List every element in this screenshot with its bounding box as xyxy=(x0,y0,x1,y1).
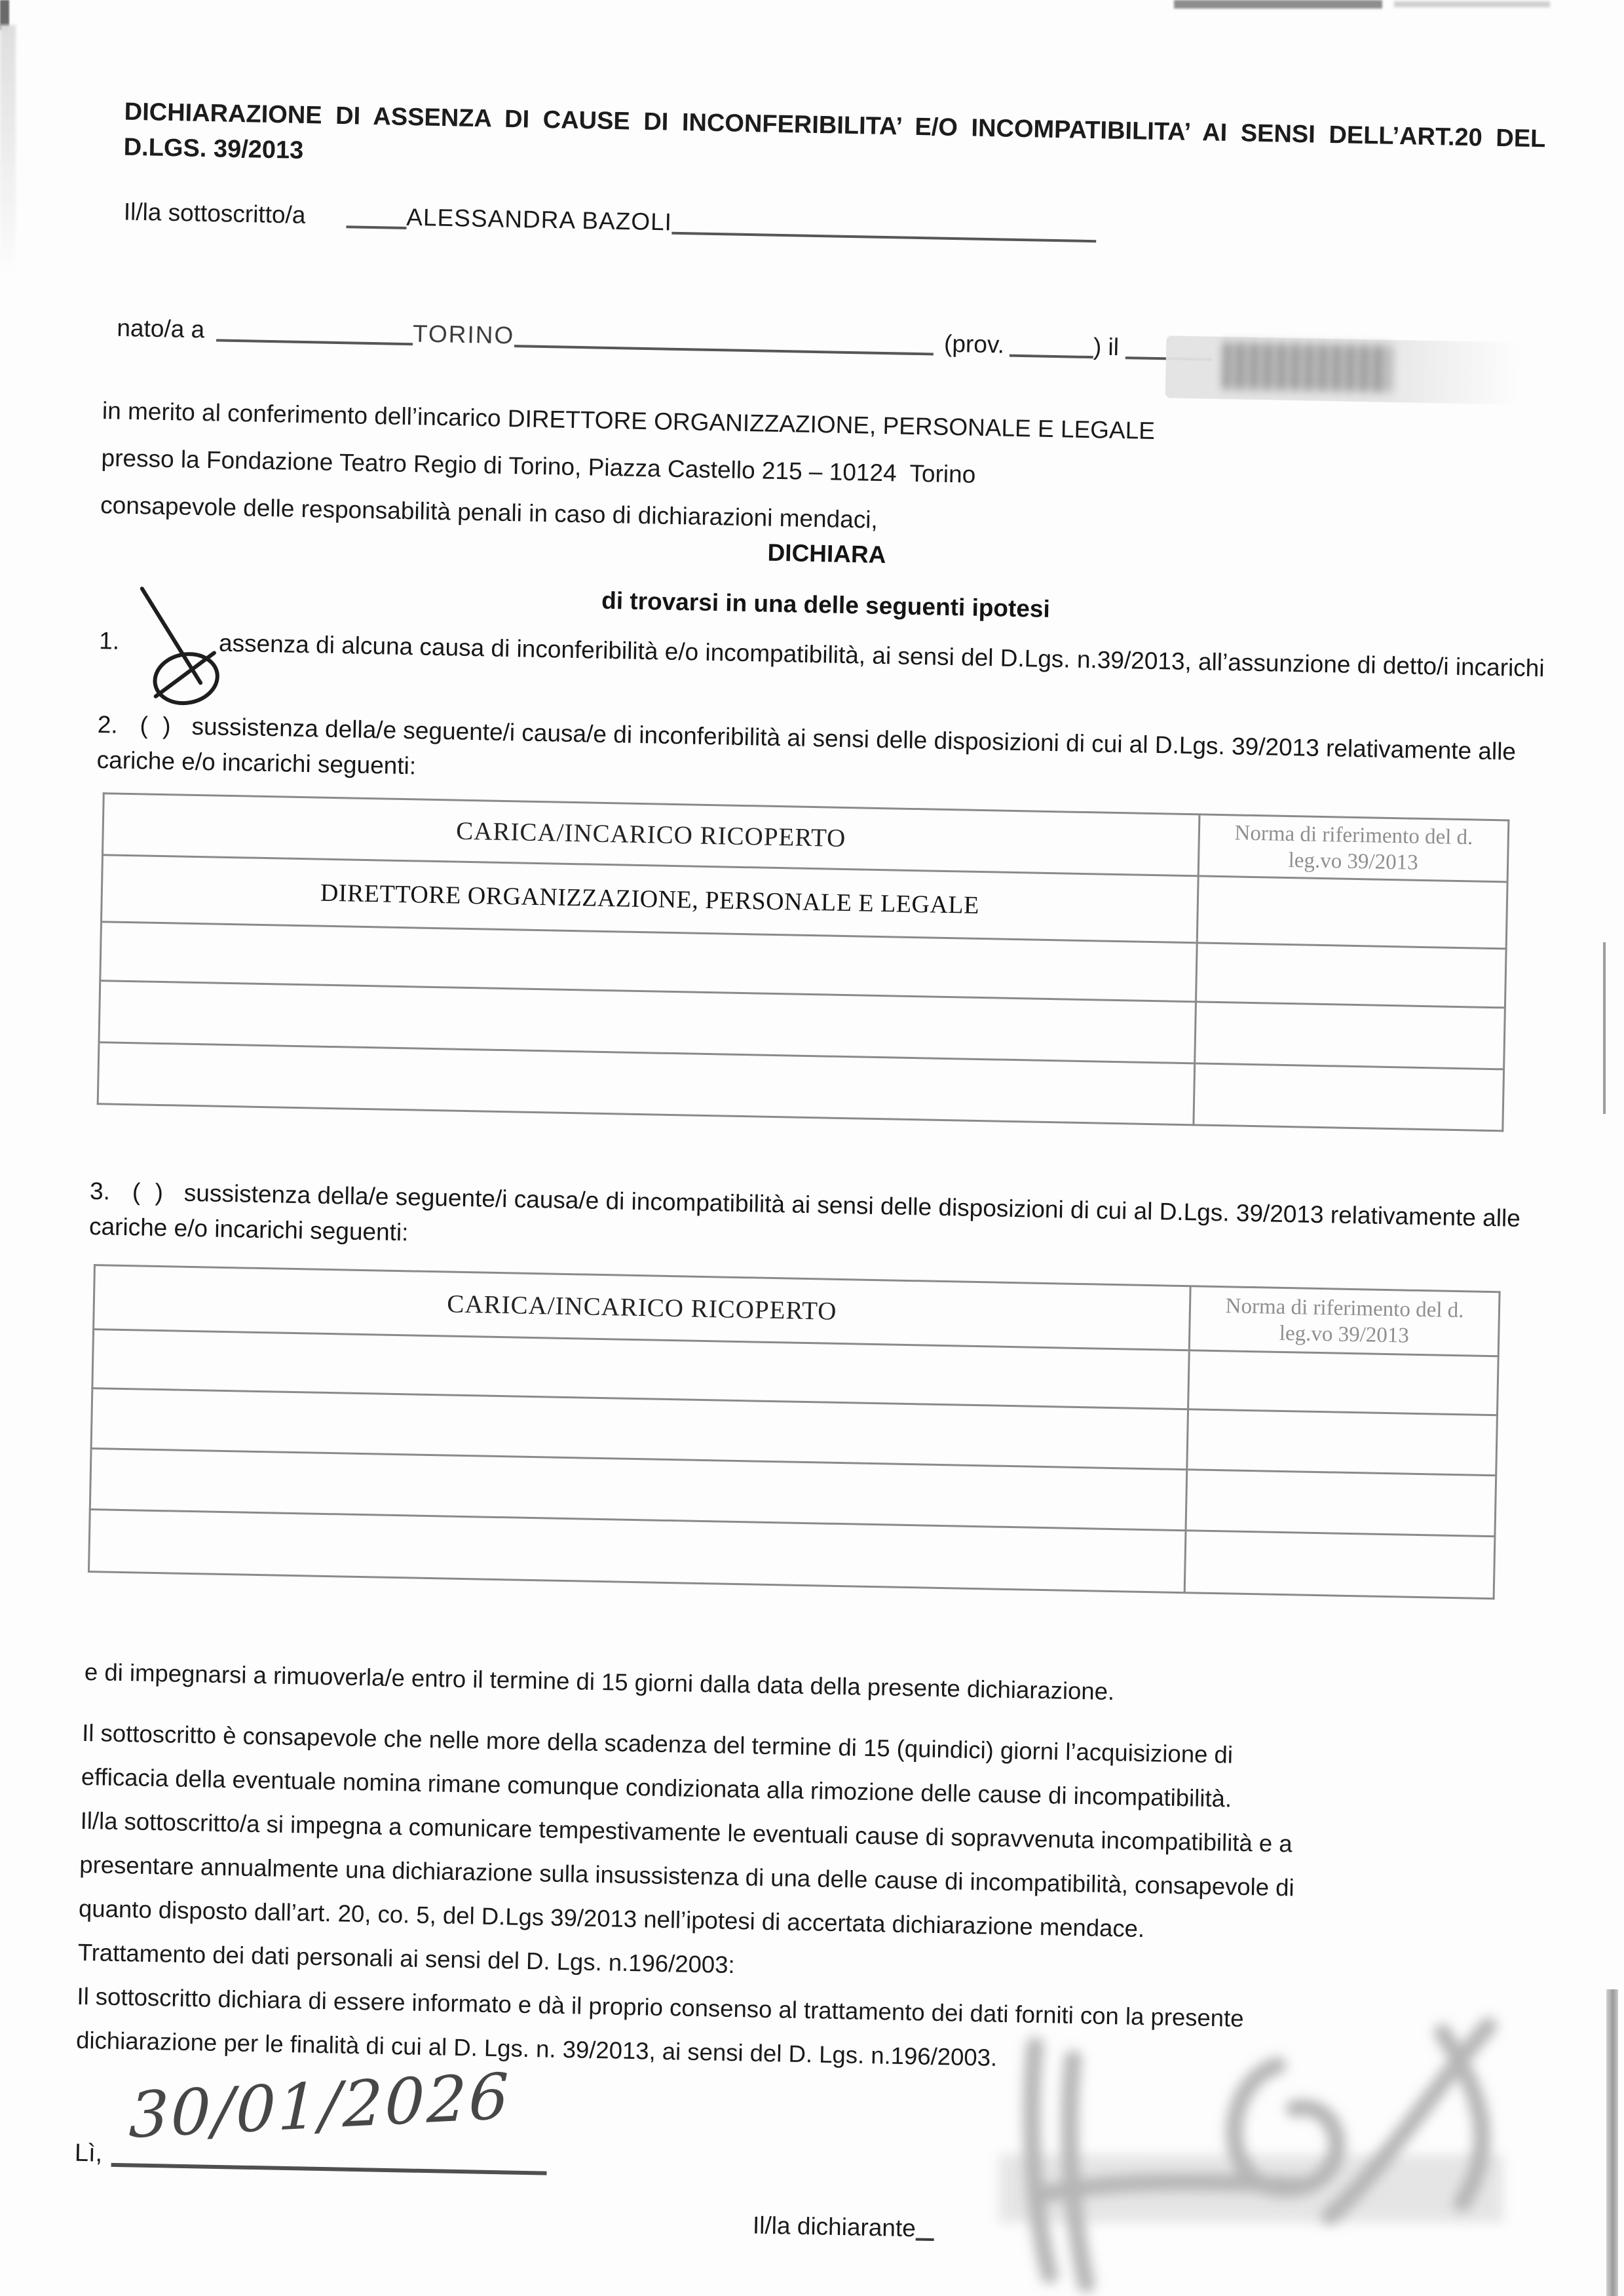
subscriber-name: ALESSANDRA BAZOLI xyxy=(406,203,673,236)
closing-line: Il sottoscritto è consapevole che nelle more della scadenza del termine di 15 (quindici) giorni l’acquisizione di xyxy=(81,1719,1234,1769)
closing-line: Il/la sottoscritto/a si impegna a comunicare tempestivamente le eventuali cause di sopravvenuta incompatibilità e a xyxy=(80,1807,1293,1858)
option-2 xyxy=(96,707,1555,806)
incompatibilita-table xyxy=(88,1264,1501,1599)
empty-cell xyxy=(1187,1409,1498,1476)
birth-place: TORINO xyxy=(412,320,515,349)
closing-line: quanto disposto dall’art. 20, co. 5, del D.Lgs 39/2013 nell’ipotesi di accertata dichiarazione mendace. xyxy=(78,1894,1145,1943)
blank-underline xyxy=(346,201,407,229)
subscriber-label: Il/la sottoscritto/a xyxy=(123,198,306,229)
empty-cell xyxy=(1184,1531,1495,1599)
carica-value-cell: DIRETTORE ORGANIZZAZIONE, PERSONALE E LEGALE xyxy=(102,855,1199,943)
option-3-text: sussistenza della/e seguente/i causa/e di incompatibilità ai sensi delle disposizioni di cui al D.Lgs. 39/2013 relativamente alle cariche e/o incarichi seguenti: xyxy=(88,1179,1521,1246)
option-2-checkbox: ( ) xyxy=(140,712,175,740)
norma-header-cell: Norma di riferimento del d. leg.vo 39/2013 xyxy=(1189,1286,1500,1356)
blank-underline xyxy=(514,320,934,356)
empty-cell xyxy=(1196,943,1507,1008)
empty-cell xyxy=(1197,876,1507,949)
empty-cell xyxy=(1195,1002,1505,1069)
option-1 xyxy=(99,623,1557,687)
option-2-text: sussistenza della/e seguente/i causa/e di inconferibilità ai sensi delle disposizioni di cui al D.Lgs. 39/2013 relativamente alle cariche e/o incarichi seguenti: xyxy=(96,712,1517,780)
closing-line: Trattamento dei dati personali ai sensi del D. Lgs. n.196/2003: xyxy=(77,1938,736,1979)
il-label: ) il xyxy=(1093,333,1120,361)
redaction-blur xyxy=(1223,342,1391,392)
intro-line-1: in merito al conferimento dell’incarico DIRETTORE ORGANIZZAZIONE, PERSONALE E LEGALE xyxy=(102,397,1156,444)
blank-underline xyxy=(216,315,413,345)
redacted-birth-date xyxy=(1165,335,1520,404)
option-3-number: 3. xyxy=(89,1177,111,1205)
signature-blurred xyxy=(937,1985,1618,2296)
born-label: nato/a a xyxy=(117,314,205,343)
scan-artifact-left-strip xyxy=(0,25,16,277)
scan-artifact-right-strip xyxy=(1606,1989,1618,2296)
handwritten-date: 30/01/2026 xyxy=(128,2059,512,2152)
carica-header-cell: CARICA/INCARICO RICOPERTO xyxy=(102,794,1199,876)
closing-line: efficacia della eventuale nomina rimane comunque condizionata alla rimozione delle cause di incompatibilità. xyxy=(81,1763,1232,1812)
scan-artifact-top-bar-light xyxy=(1394,1,1550,7)
declarant-label: Il/la dichiarante xyxy=(752,2211,916,2242)
closing-line: Il sottoscritto dichiara di essere informato e dà il proprio consenso al trattamento dei dati forniti con la presente xyxy=(77,1982,1244,2033)
scan-artifact-right-line xyxy=(1603,942,1606,1114)
empty-cell xyxy=(1186,1470,1496,1537)
subscriber-line xyxy=(123,197,1097,244)
hypothesis-heading: di trovarsi in una delle seguenti ipotesi xyxy=(601,586,1051,622)
carica-header-cell: CARICA/INCARICO RICOPERTO xyxy=(94,1265,1191,1350)
empty-cell xyxy=(1188,1350,1499,1415)
place-date-label: Lì, xyxy=(74,2139,103,2168)
birth-line xyxy=(116,299,1520,388)
handwritten-check-mark xyxy=(129,584,243,711)
commitment-line: e di impegnarsi a rimuoverla/e entro il termine di 15 giorni dalla data della presente dichiarazione. xyxy=(84,1658,1115,1706)
intro-line-2: presso la Fondazione Teatro Regio di Torino, Piazza Castello 215 – 10124 Torino xyxy=(101,444,976,488)
intro-line-3: consapevole delle responsabilità penali in caso di dichiarazioni mendaci, xyxy=(100,491,878,533)
blank-underline xyxy=(672,207,1097,242)
inconferibilita-table xyxy=(97,792,1510,1132)
blank-underline xyxy=(1010,330,1094,358)
option-2-number: 2. xyxy=(97,711,119,738)
declare-heading: DICHIARA xyxy=(767,539,886,569)
option-3-checkbox: ( ) xyxy=(132,1178,168,1206)
closing-line: presentare annualmente una dichiarazione sulla insussistenza di una delle cause di incompatibilità, consapevole di xyxy=(79,1850,1295,1902)
closing-line: dichiarazione per le finalità di cui al D. Lgs. n. 39/2013, ai sensi del D. Lgs. n.196/2003. xyxy=(75,2026,998,2071)
prov-label: (prov. xyxy=(943,330,1005,358)
norma-header-cell: Norma di riferimento del d. leg.vo 39/2013 xyxy=(1198,814,1509,882)
option-1-text: assenza di alcuna causa di inconferibilità e/o incompatibilità, ai sensi del D.Lgs. n.39/2013, all’assunzione di detto/i incarichi xyxy=(218,629,1545,682)
empty-cell xyxy=(1194,1063,1504,1131)
signature-underline xyxy=(915,2213,934,2240)
option-3 xyxy=(89,1174,1548,1272)
document-title: DICHIARAZIONE DI ASSENZA DI CAUSE DI INCONFERIBILITA’ E/O INCOMPATIBILITA’ AI SENSI DELL’ART.20 DEL D.LGS. 39/2013 xyxy=(123,98,1546,164)
declarant-line xyxy=(753,2210,935,2243)
scan-artifact-top-bar xyxy=(1174,0,1382,9)
option-1-number: 1. xyxy=(98,627,120,655)
intro-paragraph xyxy=(100,387,1156,549)
